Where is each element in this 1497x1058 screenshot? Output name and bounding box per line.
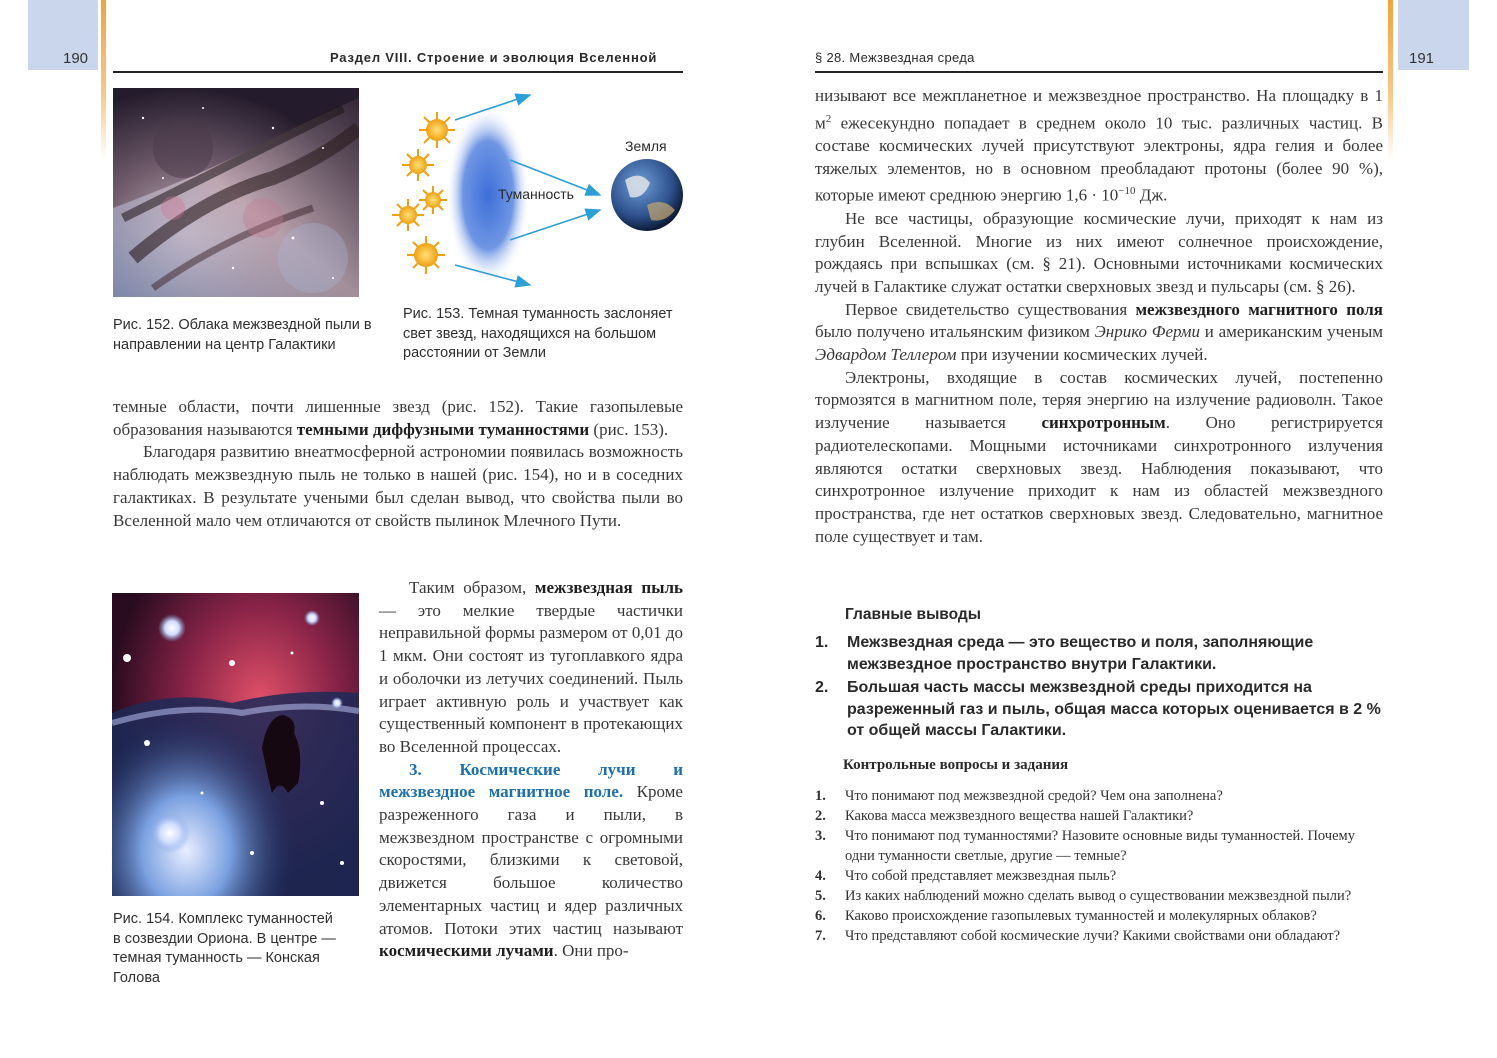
fig152-milky-way-image bbox=[113, 88, 359, 297]
right-running-head: § 28. Межзвездная среда bbox=[815, 50, 975, 65]
left-page-stripe bbox=[101, 0, 106, 160]
left-running-head: Раздел VIII. Строение и эволюция Вселенной bbox=[330, 50, 658, 65]
section-3-heading: 3. Космические лучи и межзвездное магнитное поле. bbox=[379, 759, 683, 802]
right-text bbox=[815, 85, 1383, 548]
question-item: 6. Каково происхождение газопылевых туманностей и молекулярных облаков? bbox=[815, 908, 1317, 924]
left-paragraph-3: Таким образом, межзвездная пыль — это мелкие твердые частички неправильной формы размером от 0,01 до 1 мкм. Они состоят из тугоплавкого ядра и оболочки из летучих соединений. Пыль играет активную роль и участвует как существенный компонент в протекающих во Вселенной процессах. bbox=[379, 578, 683, 756]
review-questions-list bbox=[815, 786, 1385, 946]
right-paragraph-2: Не все частицы, образующие космические лучи, приходят к нам из глубин Вселенной. Многие из них имеют солнечное происхождение, рождаясь при вспышках (см. § 21). Основными источниками космических лучей в Галактике служат остатки сверхновых звезд и пульсары (см. § 26). bbox=[815, 208, 1383, 296]
earth-label: Земля bbox=[625, 138, 667, 154]
main-conclusions bbox=[815, 606, 1385, 744]
fig153-caption: Рис. 153. Темная туманность заслоняет свет звезд, находящихся на большом расстоянии от Земли bbox=[403, 306, 673, 361]
fig154-caption: Рис. 154. Комплекс туманностей в созвездии Ориона. В центре — темная туманность — Конская Голова bbox=[113, 911, 336, 986]
term-cosmic-rays: космическими лучами bbox=[379, 941, 554, 961]
question-item: 1. Что понимают под межзвездной средой? Чем она заполнена? bbox=[815, 788, 1223, 804]
question-item: 4. Что собой представляет межзвездная пыль? bbox=[815, 868, 1117, 884]
right-page-stripe bbox=[1388, 0, 1393, 160]
conclusion-item: 1. Межзвездная среда — это вещество и поля, заполняющие межзвездное пространство внутри Галактики. bbox=[815, 634, 1314, 673]
fig153-diagram bbox=[385, 85, 690, 295]
term-dark-nebulae: темными диффузными туманностями bbox=[296, 419, 590, 439]
term-magnetic-field: межзвездного магнитного поля bbox=[1135, 299, 1384, 319]
right-page-number: 191 bbox=[1409, 50, 1435, 67]
question-item: 2. Какова масса межзвездного вещества нашей Галактики? bbox=[815, 808, 1194, 824]
star-suns bbox=[392, 112, 455, 274]
left-paragraph-4: 3. Космические лучи и межзвездное магнитное поле. Кроме разреженного газа и пыли, в межзвездном пространстве с огромными скоростями, близкими к световой, движется большое количество элементарных частиц и ядер различных атомов. Потоки этих частиц называют космическими лучами. Они про- bbox=[379, 759, 683, 961]
question-item: 5. Из каких наблюдений можно сделать вывод о существовании межзвездной пыли? bbox=[815, 888, 1352, 904]
question-item: 3. Что понимают под туманностями? Назовите основные виды туманностей. Почему одни туманности светлые, другие — темные? bbox=[815, 828, 1355, 864]
left-page-number: 190 bbox=[63, 50, 89, 67]
right-paragraph-3: Первое свидетельство существования межзвездного магнитного поля было получено итальянским физиком Энрико Ферми и американским ученым Эдвардом Теллером при изучении космических лучей. bbox=[815, 299, 1384, 365]
main-conclusions-list bbox=[815, 632, 1385, 742]
right-paragraph-4: Электроны, входящие в состав космических лучей, постепенно тормозятся в магнитном поле, теряя энергию на излучение радиоволн. Такое излучение называется синхротронным. Оно регистрируется радиотелескопами. Мощными источниками синхротронного излучения являются остатки сверхновых звезд. Наблюдения показывают, что синхротронное излучение приходит к нам из областей межзвездного пространства, где нет остатков сверхновых звезд. Следовательно, магнитное поле существует и там. bbox=[815, 367, 1384, 546]
left-paragraph-2: Благодаря развитию внеатмосферной астрономии появилась возможность наблюдать межзвездную пыль не только в нашей (рис. 154), но и в соседних галактиках. В результате учеными был сделан вывод, что свойства пыли во Вселенной мало чем отличаются от свойств пылинок Млечного Пути. bbox=[113, 442, 683, 530]
main-conclusions-title: Главные выводы bbox=[845, 606, 981, 623]
left-text-side bbox=[379, 577, 683, 963]
name-teller: Эдвардом Теллером bbox=[815, 345, 957, 365]
fig152-caption: Рис. 152. Облака межзвездной пыли в направлении на центр Галактики bbox=[113, 317, 372, 353]
term-synchrotron: синхротронным bbox=[1041, 413, 1166, 433]
right-paragraph-1: низывают все межпланетное и межзвездное пространство. На площадку в 1 $м^2$ ежесекундно попадает в среднем около 10 тыс. различных частиц. В составе космических лучей присутствуют электроны, ядра гелия и более тяжелых элементов, но в основном преобладают протоны (более 90 %), которые имеют среднюю энергию $1,6 \cdot 10^{-10}$ Дж. bbox=[815, 86, 1383, 206]
name-fermi: Энрико Ферми bbox=[1094, 322, 1200, 342]
left-header-rule bbox=[113, 71, 683, 73]
review-questions bbox=[815, 757, 1385, 946]
fig154-orion-image bbox=[112, 593, 359, 896]
left-text-top bbox=[113, 396, 683, 532]
earth-globe bbox=[611, 159, 683, 231]
term-interstellar-dust: межзвездная пыль bbox=[534, 578, 683, 597]
left-paragraph-1: темные области, почти лишенные звезд (рис. 152). Такие газопылевые образования называются темными диффузными туманностями (рис. 153). bbox=[113, 397, 683, 439]
review-questions-title: Контрольные вопросы и задания bbox=[843, 757, 1069, 773]
question-item: 7. Что представляют собой космические лучи? Какими свойствами они обладают? bbox=[815, 928, 1341, 944]
conclusion-item: 2. Большая часть массы межзвездной среды приходится на разреженный газ и пыль, общая масса которых оценивается в 2 % от общей массы Галактики. bbox=[815, 679, 1381, 739]
right-header-rule bbox=[815, 71, 1383, 73]
nebula-label: Туманность bbox=[498, 186, 574, 202]
